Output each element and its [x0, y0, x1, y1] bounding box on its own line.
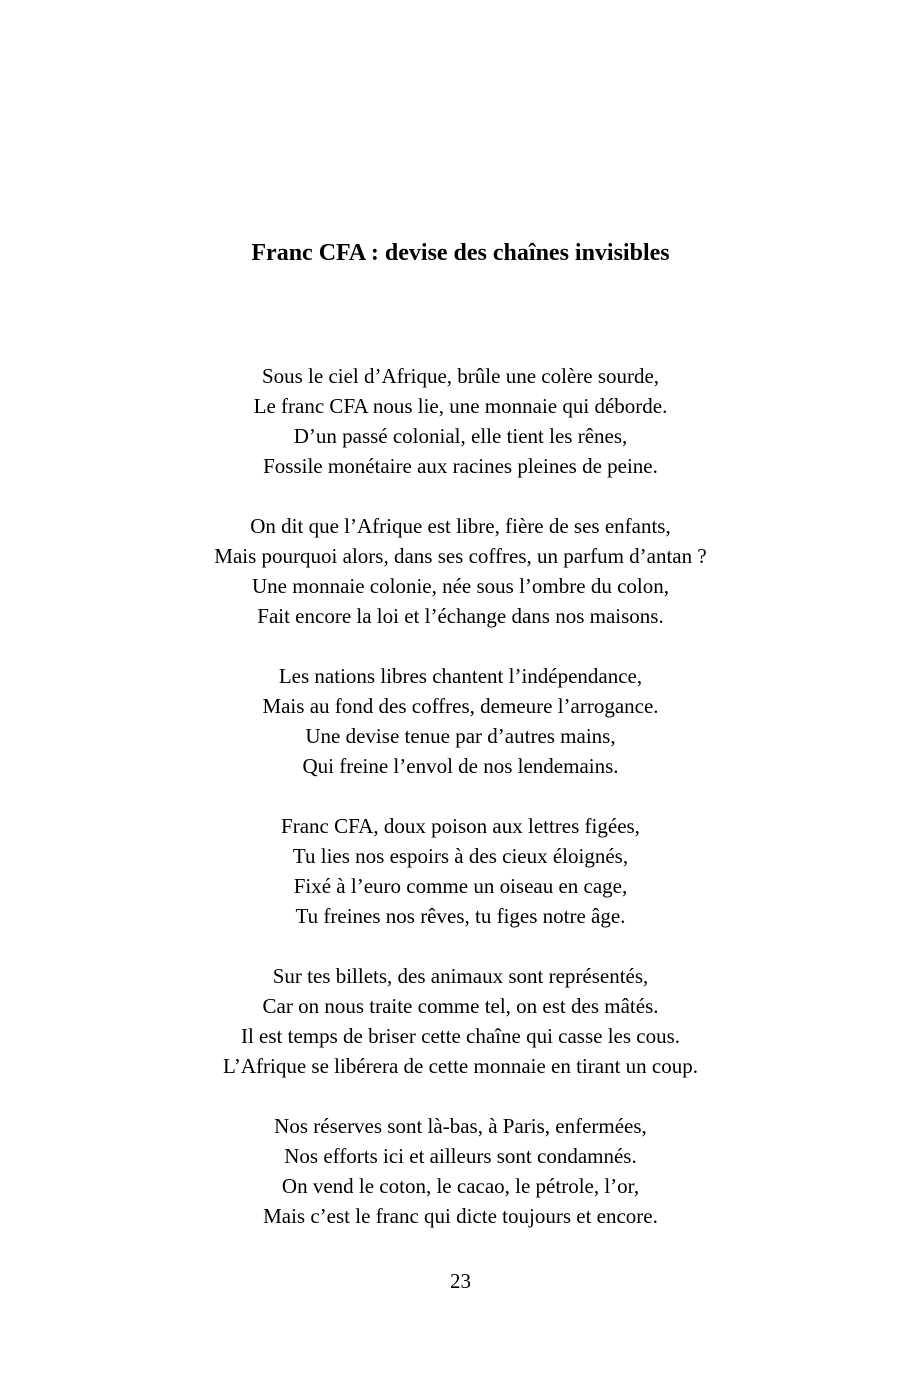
- poem-title: Franc CFA : devise des chaînes invisibles: [251, 240, 670, 266]
- poem-line: Une devise tenue par d’autres mains,: [305, 724, 616, 748]
- poem-line: Fossile monétaire aux racines pleines de peine.: [263, 454, 658, 478]
- poem-line: Nos efforts ici et ailleurs sont condamnés.: [284, 1144, 637, 1168]
- poem-line: Mais pourquoi alors, dans ses coffres, un parfum d’antan ?: [214, 544, 707, 568]
- stanza-1: [0, 361, 921, 481]
- poem-line: Fait encore la loi et l’échange dans nos maisons.: [257, 604, 664, 628]
- poem-line: Mais c’est le franc qui dicte toujours et encore.: [263, 1204, 658, 1228]
- stanza-2: [0, 511, 921, 631]
- stanza-4: [0, 811, 921, 931]
- poem-line: Qui freine l’envol de nos lendemains.: [302, 754, 619, 778]
- poem-line: Les nations libres chantent l’indépendance,: [278, 664, 643, 688]
- poem-line: L’Afrique se libérera de cette monnaie en tirant un coup.: [222, 1054, 699, 1078]
- poem-body: [0, 361, 921, 1261]
- poem-line: D’un passé colonial, elle tient les rênes,: [293, 424, 628, 448]
- poem-line: Une monnaie colonie, née sous l’ombre du colon,: [252, 574, 669, 598]
- stanza-6: [0, 1111, 921, 1231]
- poem-line: Franc CFA, doux poison aux lettres figées,: [281, 814, 640, 838]
- poem-line: Mais au fond des coffres, demeure l’arrogance.: [262, 694, 659, 718]
- page-number: 23: [450, 1269, 471, 1293]
- stanza-5: [0, 961, 921, 1081]
- poem-line: Le franc CFA nous lie, une monnaie qui déborde.: [253, 394, 668, 418]
- poem-line: Tu freines nos rêves, tu figes notre âge.: [295, 904, 626, 928]
- poem-line: Fixé à l’euro comme un oiseau en cage,: [293, 874, 628, 898]
- poem-line: Sous le ciel d’Afrique, brûle une colère sourde,: [261, 364, 660, 388]
- poem-line: Il est temps de briser cette chaîne qui casse les cous.: [240, 1024, 681, 1048]
- poem-line: Nos réserves sont là-bas, à Paris, enfermées,: [274, 1114, 647, 1138]
- stanza-3: [0, 661, 921, 781]
- poem-line: Tu lies nos espoirs à des cieux éloignés,: [292, 844, 629, 868]
- poem-line: Car on nous traite comme tel, on est des mâtés.: [262, 994, 659, 1018]
- poem-line: On dit que l’Afrique est libre, fière de ses enfants,: [250, 514, 671, 538]
- poem-line: On vend le coton, le cacao, le pétrole, l’or,: [281, 1174, 640, 1198]
- poem-line: Sur tes billets, des animaux sont représentés,: [272, 964, 649, 988]
